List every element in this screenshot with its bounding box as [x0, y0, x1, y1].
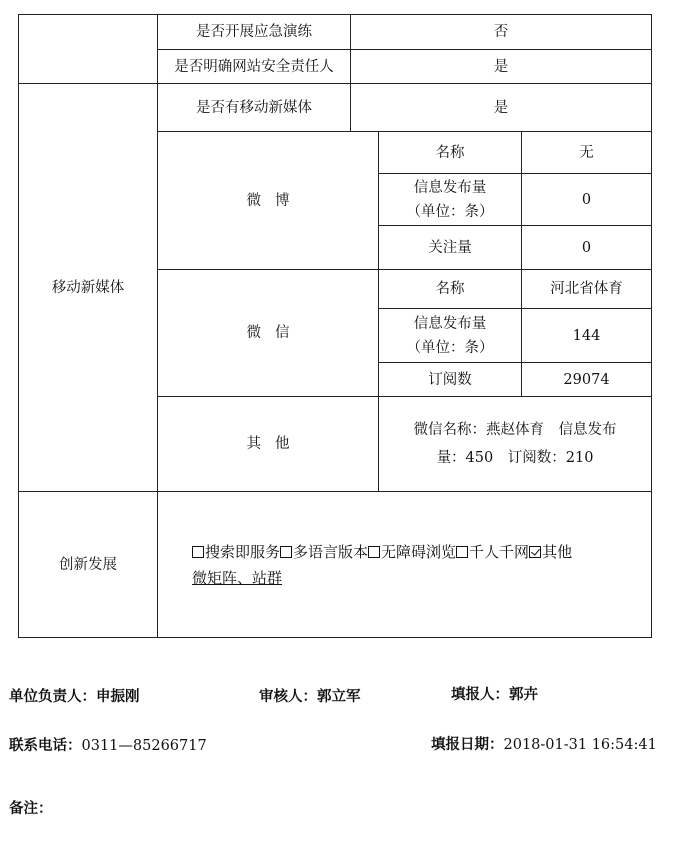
has-media-answer: 是 [351, 84, 652, 132]
wechat-label: 微信 [158, 270, 379, 397]
wechat-subs-value: 29074 [522, 363, 652, 397]
phone-value: 0311—85266717 [81, 738, 207, 754]
unit-head [9, 685, 140, 706]
reviewer [259, 685, 361, 706]
notes [9, 797, 53, 818]
fill-date [431, 733, 657, 754]
drill-answer: 否 [351, 15, 652, 50]
wechat-subs-label: 订阅数 [379, 363, 522, 397]
option-personalized[interactable]: 千人千网 [456, 543, 529, 561]
innovation-other-text: 微矩阵、站群 [192, 568, 283, 587]
option-search-as-service[interactable]: 搜索即服务 [192, 543, 280, 561]
weibo-name-value: 无 [522, 132, 652, 174]
weibo-posts-label: 信息发布量 （单位：条） [379, 174, 522, 226]
innovation-options [158, 492, 652, 638]
wechat-name-label: 名称 [379, 270, 522, 309]
checkbox-unchecked-icon[interactable] [192, 546, 204, 558]
wechat-name-value: 河北省体育 [522, 270, 652, 309]
other-label: 其他 [158, 397, 379, 492]
reviewer-label: 审核人： [259, 688, 317, 705]
weibo-followers-label: 关注量 [379, 226, 522, 270]
has-media-question: 是否有移动新媒体 [158, 84, 351, 132]
notes-label: 备注： [9, 800, 53, 817]
weibo-label: 微博 [158, 132, 379, 270]
checkbox-unchecked-icon[interactable] [456, 546, 468, 558]
filler-value: 郭卉 [509, 686, 538, 703]
filler-label: 填报人： [451, 686, 509, 703]
reviewer-value: 郭立军 [317, 688, 361, 705]
checkbox-unchecked-icon[interactable] [280, 546, 292, 558]
unit-head-value: 申振刚 [96, 688, 140, 705]
other-detail: 微信名称：燕赵体育 信息发布 量：450 订阅数：210 [379, 397, 652, 492]
filler [451, 683, 538, 704]
unit-head-label: 单位负责人： [9, 688, 96, 705]
responsible-question: 是否明确网站安全责任人 [158, 50, 351, 84]
wechat-posts-label: 信息发布量 （单位：条） [379, 309, 522, 363]
blank-section-cell [19, 15, 158, 84]
checkbox-checked-icon[interactable] [529, 546, 541, 558]
phone-label: 联系电话： [9, 737, 82, 754]
media-section-label: 移动新媒体 [19, 84, 158, 492]
option-multilingual[interactable]: 多语言版本 [280, 543, 368, 561]
weibo-posts-value: 0 [522, 174, 652, 226]
drill-question: 是否开展应急演练 [158, 15, 351, 50]
fill-date-value: 2018-01-31 16:54:41 [503, 737, 657, 753]
phone [9, 734, 207, 755]
fill-date-label: 填报日期： [431, 736, 504, 753]
report-table [18, 14, 652, 638]
option-other[interactable]: 其他 [529, 543, 572, 561]
checkbox-unchecked-icon[interactable] [368, 546, 380, 558]
innovation-option-list [192, 539, 572, 565]
weibo-name-label: 名称 [379, 132, 522, 174]
responsible-answer: 是 [351, 50, 652, 84]
option-accessibility[interactable]: 无障碍浏览 [368, 543, 456, 561]
wechat-posts-value: 144 [522, 309, 652, 363]
weibo-followers-value: 0 [522, 226, 652, 270]
innovation-label: 创新发展 [19, 492, 158, 638]
